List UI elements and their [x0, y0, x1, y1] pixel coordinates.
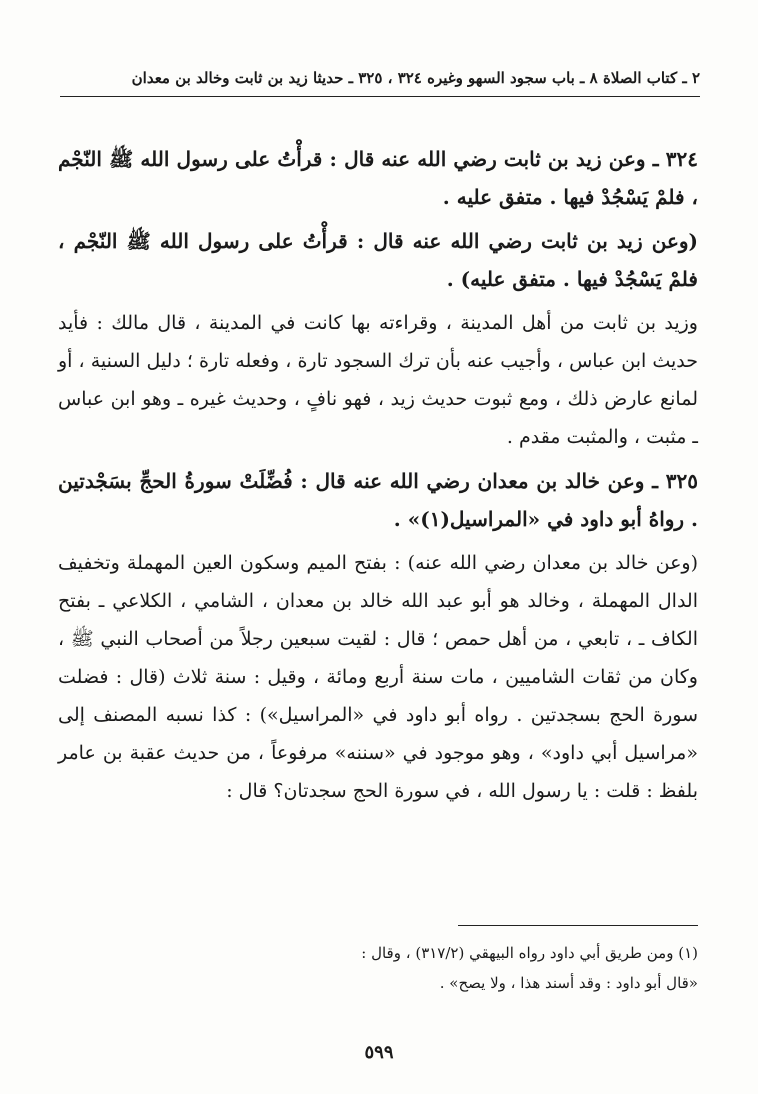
- page-number: ٥٩٩: [364, 1042, 394, 1063]
- footnotes: [60, 938, 698, 998]
- running-header: [60, 60, 700, 97]
- footnote-divider: [458, 925, 698, 926]
- footnote-1: (١) ومن طريق أبي داود رواه البيهقي (٣١٧/٢) ، وقال :: [361, 944, 698, 962]
- hadith-325: ٣٢٥ ـ وعن خالد بن معدان رضي الله عنه قال : فُضِّلَتْ سورةُ الحجِّ بسَجْدتين . رواهُ أبو داود في «المراسيل(١)» .: [58, 469, 698, 531]
- commentary-324-quote: (وعن زيد بن ثابت رضي الله عنه قال : قرأْتُ على رسول الله ﷺ النّجْم ، فلمْ يَسْجُدْ فيها . متفق عليه) .: [58, 229, 698, 291]
- commentary-325: (وعن خالد بن معدان رضي الله عنه) : بفتح الميم وسكون العين المهملة وتخفيف الدال المهملة ، وخالد هو أبو عبد الله خالد بن معدان ، الشامي ، الكلاعي ـ بفتح الكاف ـ ، تابعي ، من أهل حمص ؛ قال : لقيت سبعين رجلاً من أصحاب النبي ﷺ ، وكان من ثقات الشاميين ، مات سنة أربع ومائة ، وقيل : سنة ثلاث (قال : فضلت سورة الحج بسجدتين . رواه أبو داود في «المراسيل») : كذا نسبه المصنف إلى «مراسيل أبي داود» ، وهو موجود في «سننه» مرفوعاً ، من حديث عقبة بن عامر بلفظ : قلت : يا رسول الله ، في سورة الحج سجدتان؟ قال :: [58, 552, 698, 802]
- main-text: [58, 140, 698, 810]
- commentary-324: وزيد بن ثابت من أهل المدينة ، وقراءته بها كانت في المدينة ، قال مالك : فأيد حديث ابن عباس ، وأجيب عنه بأن ترك السجود تارة ، وفعله تارة ؛ دليل السنية ، أو لمانع عارض ذلك ، ومع ثبوت حديث زيد ، فهو نافٍ ، وحديث غيره ـ وهو ابن عباس ـ مثبت ، والمثبت مقدم .: [58, 312, 698, 448]
- hadith-324: ٣٢٤ ـ وعن زيد بن ثابت رضي الله عنه قال : قرأْتُ على رسول الله ﷺ النّجْم ، فلمْ يَسْجُدْ فيها . متفق عليه .: [58, 147, 698, 209]
- header-text: ٢ ـ كتاب الصلاة ٨ ـ باب سجود السهو وغيره ٣٢٤ ، ٣٢٥ ـ حديثا زيد بن ثابت وخالد بن معدان: [131, 69, 700, 87]
- footnote-1-cont: «قال أبو داود : وقد أسند هذا ، ولا يصح» .: [439, 974, 698, 992]
